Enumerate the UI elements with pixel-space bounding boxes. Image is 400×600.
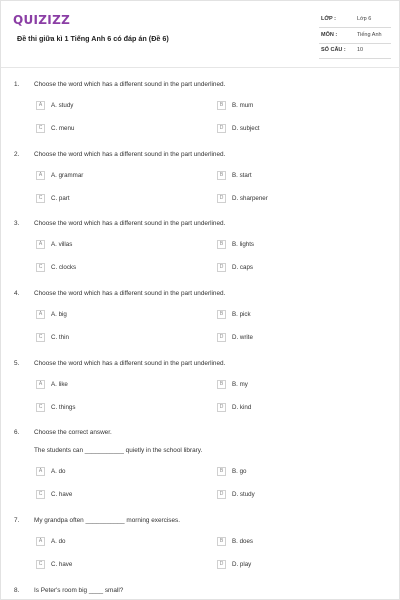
option-letter-box: A — [36, 467, 45, 476]
question-number: 4. — [14, 290, 20, 297]
option-text: D. kind — [232, 404, 252, 411]
option-letter-box: D — [217, 333, 226, 342]
option-text: C. thin — [51, 334, 69, 341]
question-number: 1. — [14, 81, 20, 88]
option-letter-box: B — [217, 171, 226, 180]
option-text: A. study — [51, 102, 74, 109]
meta-grade-value: Lớp 6 — [357, 16, 372, 22]
option-letter-box: A — [36, 380, 45, 389]
question-number: 7. — [14, 517, 20, 524]
option-text: B. lights — [232, 241, 255, 248]
meta-question-count-value: 10 — [357, 47, 364, 53]
option-letter-box: B — [217, 537, 226, 546]
option-text: B. go — [232, 468, 247, 475]
option-letter-box: B — [217, 310, 226, 319]
option-text: D. play — [232, 561, 252, 568]
option-text: B. does — [232, 538, 253, 545]
option-text: A. big — [51, 311, 67, 318]
option-letter-box: C — [36, 333, 45, 342]
option-letter-box: B — [217, 467, 226, 476]
option-letter-box: A — [36, 310, 45, 319]
option-text: A. villas — [51, 241, 73, 248]
question-number: 8. — [14, 587, 20, 594]
option-letter-box: B — [217, 240, 226, 249]
option-letter-box: A — [36, 101, 45, 110]
option-text: B. mum — [232, 102, 254, 109]
option-text: B. my — [232, 381, 248, 388]
option-letter-box: D — [217, 403, 226, 412]
question-text: Choose the word which has a different sound in the part underlined. — [34, 290, 226, 297]
meta-subject — [319, 29, 391, 44]
meta-question-count-label: SỐ CÂU : — [321, 47, 346, 53]
option-text: D. write — [232, 334, 253, 341]
option-text: C. menu — [51, 125, 75, 132]
option-text: A. grammar — [51, 172, 84, 179]
meta-subject-label: MÔN : — [321, 32, 338, 38]
question-text: Choose the correct answer. — [34, 429, 112, 436]
option-letter-box: C — [36, 560, 45, 569]
option-letter-box: D — [217, 194, 226, 203]
meta-grade — [319, 13, 391, 28]
option-text: C. things — [51, 404, 76, 411]
question-text: Choose the word which has a different sound in the part underlined. — [34, 81, 226, 88]
meta-subject-value: Tiếng Anh — [357, 32, 382, 38]
option-letter-box: B — [217, 101, 226, 110]
option-letter-box: D — [217, 490, 226, 499]
option-letter-box: A — [36, 240, 45, 249]
option-text: A. do — [51, 468, 66, 475]
option-letter-box: C — [36, 263, 45, 272]
option-text: A. do — [51, 538, 66, 545]
question-number: 3. — [14, 220, 20, 227]
question-number: 6. — [14, 429, 20, 436]
option-text: C. part — [51, 195, 70, 202]
page-title: Đề thi giữa kì 1 Tiếng Anh 6 có đáp án (Đề 6) — [17, 34, 169, 43]
question-text: Choose the word which has a different sound in the part underlined. — [34, 220, 226, 227]
option-letter-box: D — [217, 560, 226, 569]
meta-grade-label: LỚP : — [321, 16, 336, 22]
header-divider — [1, 67, 400, 68]
option-text: D. subject — [232, 125, 260, 132]
option-letter-box: B — [217, 380, 226, 389]
question-text: Choose the word which has a different sound in the part underlined. — [34, 151, 226, 158]
option-text: B. pick — [232, 311, 251, 318]
option-letter-box: A — [36, 171, 45, 180]
option-letter-box: C — [36, 124, 45, 133]
option-letter-box: A — [36, 537, 45, 546]
question-number: 5. — [14, 360, 20, 367]
question-text: My grandpa often ___________ morning exercises. — [34, 517, 181, 524]
meta-question-count — [319, 44, 391, 59]
option-text: D. study — [232, 491, 255, 498]
question-text: Is Peter's room big ____ small? — [34, 587, 124, 594]
option-text: C. have — [51, 561, 73, 568]
option-text: C. clocks — [51, 264, 77, 271]
option-letter-box: D — [217, 124, 226, 133]
question-sentence: The students can ___________ quietly in the school library. — [34, 447, 203, 454]
question-number: 2. — [14, 151, 20, 158]
option-text: A. like — [51, 381, 68, 388]
option-letter-box: C — [36, 194, 45, 203]
option-text: C. have — [51, 491, 73, 498]
quizizz-logo: QUIZIZZ — [13, 13, 71, 27]
option-letter-box: D — [217, 263, 226, 272]
option-letter-box: C — [36, 403, 45, 412]
option-text: D. sharpener — [232, 195, 268, 202]
option-text: B. start — [232, 172, 252, 179]
option-text: D. caps — [232, 264, 253, 271]
option-letter-box: C — [36, 490, 45, 499]
question-text: Choose the word which has a different sound in the part underlined. — [34, 360, 226, 367]
